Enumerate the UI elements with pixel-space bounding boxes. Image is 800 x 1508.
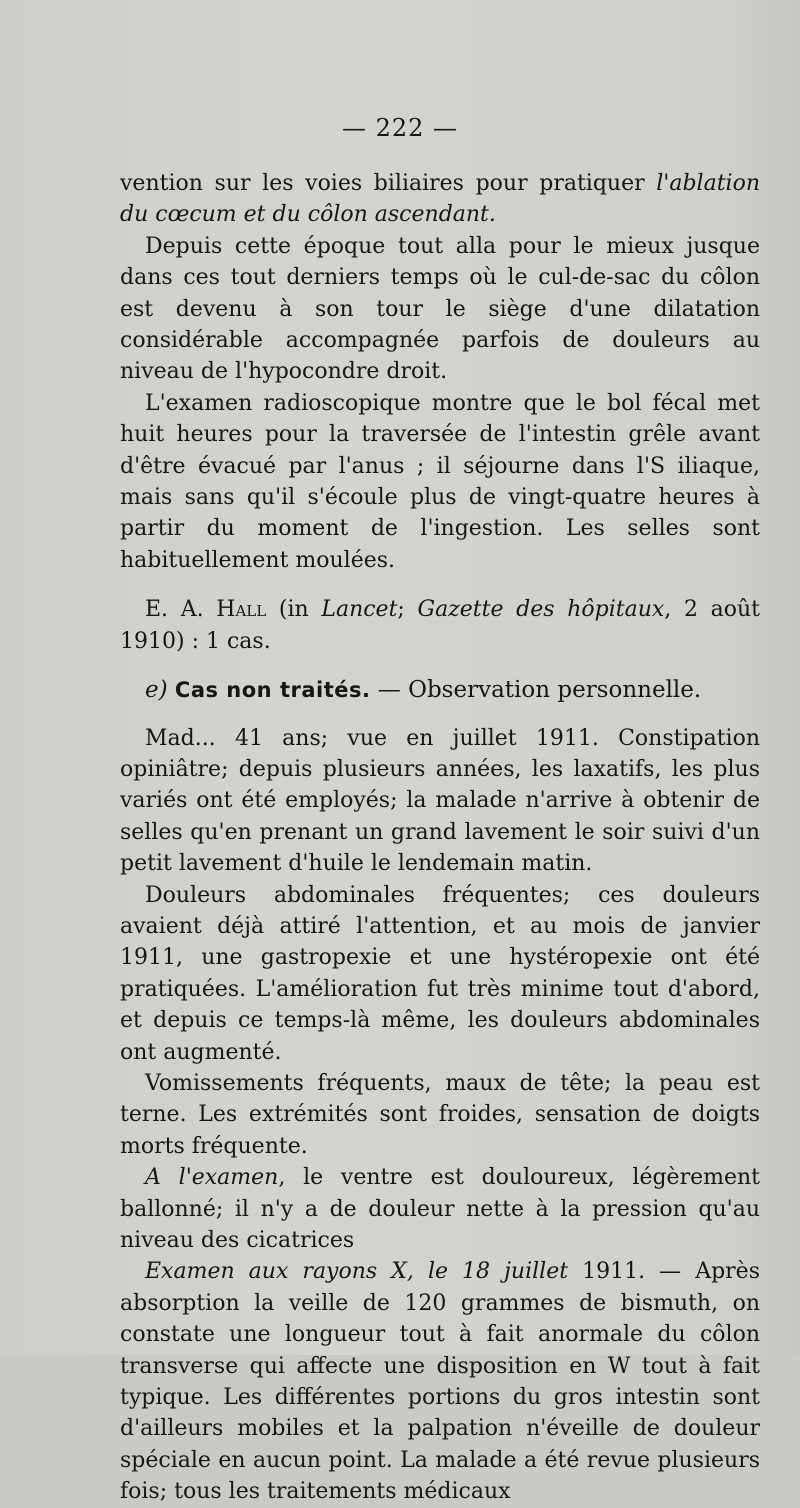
text-run: (in (266, 597, 322, 623)
paragraph-continuation (120, 168, 760, 231)
text-run: , 2 août 1910) : 1 cas. (120, 597, 760, 654)
text-run: vention sur les voies biliaires pour pratiquer (120, 171, 657, 196)
paragraph: Vomissements fréquents, maux de tête; la peau est terne. Les extrémités sont froides, sensation de doigts morts fréquente. (120, 1070, 760, 1159)
paragraph (120, 1162, 760, 1256)
italic-run: A l'examen (145, 1165, 279, 1191)
section-subtitle: — Observation personnelle. (370, 677, 702, 704)
paragraph (120, 1256, 760, 1507)
paragraph: Depuis cette époque tout alla pour le mieux jusque dans ces tout derniers temps où le cul-de-sac du côlon est devenu à son tour le siège d'une dilatation considérable accompagnée parfois de douleurs au niveau de l'hypocondre droit. (120, 233, 760, 385)
section-title: Cas non traités. (174, 678, 371, 703)
italic-run: l'ablation du cœcum et du côlon ascendant. (120, 171, 760, 228)
paragraph: Douleurs abdominales fréquentes; ces douleurs avaient déjà attiré l'attention, et au mois de janvier 1911, une gastropexie et une hystéropexie ont été pratiquées. L'amélioration fut très minime tout d'abord, et depuis ce temps-là même, les douleurs abdominales ont augmenté. (120, 882, 760, 1065)
author-name: Hall (216, 597, 267, 623)
paragraph: L'examen radioscopique montre que le bol fécal met huit heures pour la traversée de l'intestin grêle avant d'être évacué par l'anus ; il séjourne dans l'S iliaque, mais sans qu'il s'écoule plus de vingt-quatre heures à partir du moment de l'ingestion. Les selles sont habituellement moulées. (120, 390, 760, 573)
author-initials: E. A. (145, 597, 217, 623)
section-letter: e) (145, 677, 168, 704)
text-run: 1911. — Après absorption la veille de 120 grammes de bismuth, on constate une longueur tout à fait anormale du côlon transverse qui affecte une disposition en W tout à fait typique. Les différentes portions du gros intestin sont d'ailleurs mobiles et la palpation n'éveille de douleur spéciale en aucun point. La malade a été revue plusieurs fois; tous les traitements médicaux (120, 1259, 760, 1505)
body-text (120, 168, 760, 1508)
page-number: — 222 — (341, 114, 459, 142)
citation-paragraph (120, 594, 760, 657)
text-run: , le ventre est douloureux, légèrement ballonné; il n'y a de douleur nette à la pression qu'au niveau des cicatrices (120, 1165, 761, 1253)
italic-run: Examen aux rayons X, le 18 juillet (145, 1259, 569, 1285)
paragraph: Mad... 41 ans; vue en juillet 1911. Constipation opiniâtre; depuis plusieurs années, les laxatifs, les plus variés ont été employés; la malade n'arrive à obtenir de selles qu'en prenant un grand lavement le soir suivi d'un petit lavement d'huile le lendemain matin. (120, 725, 760, 877)
text-run: ; (397, 597, 418, 623)
journal-title: Gazette des hôpitaux (417, 597, 665, 623)
journal-title: Lancet (321, 597, 398, 623)
section-heading (120, 675, 760, 706)
